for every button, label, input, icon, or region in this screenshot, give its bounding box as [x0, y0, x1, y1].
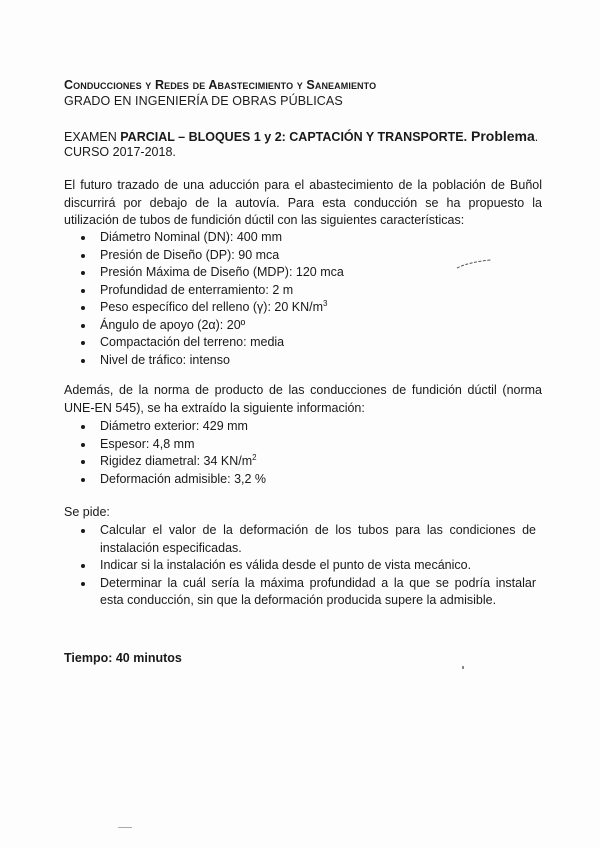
list-item: Indicar si la instalación es válida desde el punto de vista mecánico.	[76, 557, 536, 575]
list-item: Ángulo de apoyo (2α): 20º	[76, 317, 536, 335]
intro-paragraph: El futuro trazado de una aducción para el abastecimiento de la población de Buñol discurrirá por debajo de la autovía. Para esta conducción se ha propuesto la utilización de tubos de fundición dúctil con las siguientes características:	[64, 178, 542, 227]
scan-speck	[118, 827, 132, 828]
list-item: Presión de Diseño (DP): 90 mca	[76, 247, 536, 265]
exam-blocks: PARCIAL – BLOQUES 1 y 2: CAPTACIÓN Y TRANSPORTE.	[120, 130, 468, 144]
list-item: Nivel de tráfico: intenso	[76, 352, 536, 370]
list-item: Presión Máxima de Diseño (MDP): 120 mca	[76, 264, 536, 282]
list-item: Diámetro exterior: 429 mm	[76, 418, 536, 436]
list-item: Compactación del terreno: media	[76, 334, 536, 352]
exam-prefix: EXAMEN	[64, 130, 121, 144]
list-item: Diámetro Nominal (DN): 400 mm	[76, 229, 536, 247]
tasks-list	[76, 522, 536, 610]
list-item: Deformación admisible: 3,2 %	[76, 471, 536, 489]
list-item: Determinar la cuál sería la máxima profundidad a la que se podría instalar esta conducción, sin que la deformación producida supere la admisible.	[76, 575, 536, 610]
exam-problem: Problema	[467, 128, 535, 144]
characteristics-list	[76, 229, 536, 369]
pen-mark-icon	[455, 258, 495, 272]
norm-paragraph: Además, de la norma de producto de las conducciones de fundición dúctil (norma UNE-EN 545), se ha extraído la siguiente información:	[64, 383, 542, 415]
list-item: Calcular el valor de la deformación de los tubos para las condiciones de instalación especificadas.	[76, 522, 536, 557]
course-year: CURSO 2017-2018.	[64, 145, 176, 159]
list-item: Espesor: 4,8 mm	[76, 436, 536, 454]
scan-speck	[462, 666, 464, 669]
course-title: Conducciones y Redes de Abastecimiento y Saneamiento	[64, 78, 377, 92]
exam-heading	[64, 128, 542, 144]
time-limit: Tiempo: 40 minutos	[64, 651, 182, 665]
norm-list	[76, 418, 536, 488]
list-item: Profundidad de enterramiento: 2 m	[76, 282, 536, 300]
exam-suffix: .	[534, 130, 539, 144]
list-item: Rigidez diametral: 34 $KN/m^2$	[76, 453, 536, 471]
tasks-label: Se pide:	[64, 505, 110, 519]
list-item: Peso específico del relleno (γ): 20 $KN/m^3$	[76, 299, 536, 317]
degree-title: GRADO EN INGENIERÍA DE OBRAS PÚBLICAS	[64, 94, 343, 108]
